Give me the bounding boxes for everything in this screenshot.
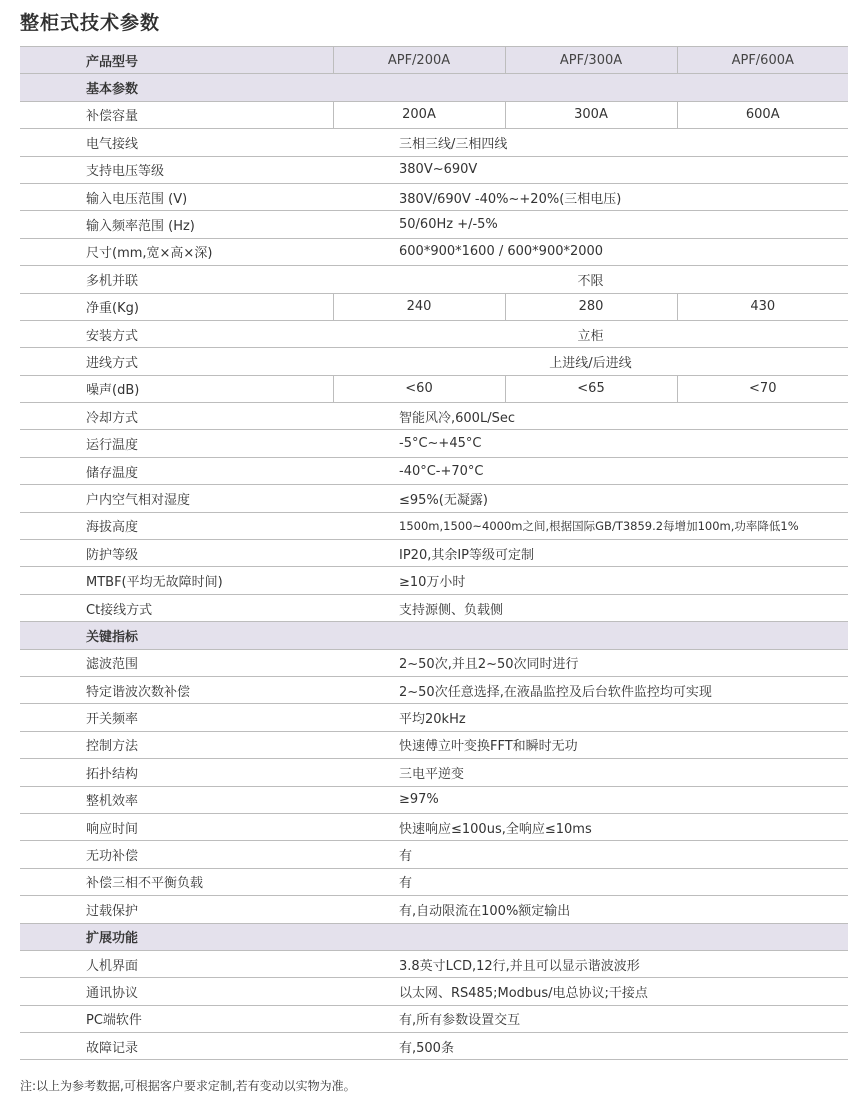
table-row <box>20 1005 848 1032</box>
row-label: 进线方式 <box>20 348 333 375</box>
table-row <box>20 731 848 758</box>
row-value: 200A <box>333 101 505 128</box>
row-value: 1500m,1500~4000m之间,根据国际GB/T3859.2每增加100m,功率降低1% <box>333 512 848 539</box>
section-basic-label: 基本参数 <box>20 74 848 101</box>
table-row <box>20 348 848 375</box>
row-value: 有,所有参数设置交互 <box>333 1005 848 1032</box>
model-200a: APF/200A <box>333 47 505 74</box>
row-label: 防护等级 <box>20 540 333 567</box>
row-value: <60 <box>333 375 505 402</box>
table-row <box>20 183 848 210</box>
row-value: 上进线/后进线 <box>333 348 848 375</box>
table-row <box>20 950 848 977</box>
row-value: 快速响应≤100us,全响应≤10ms <box>333 813 848 840</box>
row-value: <65 <box>505 375 677 402</box>
row-value: IP20,其余IP等级可定制 <box>333 540 848 567</box>
table-row <box>20 375 848 402</box>
table-row <box>20 594 848 621</box>
row-label: 补偿容量 <box>20 101 333 128</box>
table-row <box>20 211 848 238</box>
row-label: 开关频率 <box>20 704 333 731</box>
section-key <box>20 622 848 649</box>
row-label: 故障记录 <box>20 1033 333 1060</box>
row-label: PC端软件 <box>20 1005 333 1032</box>
table-row <box>20 512 848 539</box>
table-row <box>20 841 848 868</box>
table-row <box>20 704 848 731</box>
row-value: <70 <box>677 375 848 402</box>
row-label: 电气接线 <box>20 129 333 156</box>
table-row <box>20 759 848 786</box>
section-key-label: 关键指标 <box>20 622 848 649</box>
row-value: 三电平逆变 <box>333 759 848 786</box>
row-value: 3.8英寸LCD,12行,并且可以显示谐波波形 <box>333 950 848 977</box>
row-value: 有 <box>333 841 848 868</box>
row-label: 整机效率 <box>20 786 333 813</box>
row-label: 储存温度 <box>20 457 333 484</box>
table-row <box>20 868 848 895</box>
row-label: 尺寸(mm,宽×高×深) <box>20 238 333 265</box>
table-row <box>20 676 848 703</box>
row-label: 补偿三相不平衡负载 <box>20 868 333 895</box>
row-value: 以太网、RS485;Modbus/电总协议;干接点 <box>333 978 848 1005</box>
row-value: -5°C~+45°C <box>333 430 848 457</box>
row-value: 600A <box>677 101 848 128</box>
row-label: 运行温度 <box>20 430 333 457</box>
row-value: 有,500条 <box>333 1033 848 1060</box>
table-row <box>20 649 848 676</box>
row-label: 特定谐波次数补偿 <box>20 676 333 703</box>
row-value: 有 <box>333 868 848 895</box>
row-value: -40°C-+70°C <box>333 457 848 484</box>
table-row <box>20 1033 848 1060</box>
row-label: Ct接线方式 <box>20 594 333 621</box>
row-label: 海拔高度 <box>20 512 333 539</box>
footnote: 注:以上为参考数据,可根据客户要求定制,若有变动以实物为准。 <box>20 1079 356 1093</box>
section-ext-label: 扩展功能 <box>20 923 848 950</box>
row-value: 有,自动限流在100%额定输出 <box>333 896 848 923</box>
row-value: 快速傅立叶变换FFT和瞬时无功 <box>333 731 848 758</box>
row-label: 通讯协议 <box>20 978 333 1005</box>
row-value: 600*900*1600 / 600*900*2000 <box>333 238 848 265</box>
row-label: 安装方式 <box>20 320 333 347</box>
row-value: 立柜 <box>333 320 848 347</box>
row-label: 响应时间 <box>20 813 333 840</box>
row-label: MTBF(平均无故障时间) <box>20 567 333 594</box>
model-600a: APF/600A <box>677 47 848 74</box>
row-label: 控制方法 <box>20 731 333 758</box>
table-row <box>20 457 848 484</box>
row-value: 智能风冷,600L/Sec <box>333 403 848 430</box>
row-label: 净重(Kg) <box>20 293 333 320</box>
row-value: 300A <box>505 101 677 128</box>
row-label: 滤波范围 <box>20 649 333 676</box>
row-label: 无功补偿 <box>20 841 333 868</box>
row-value: 240 <box>333 293 505 320</box>
section-ext <box>20 923 848 950</box>
table-row <box>20 101 848 128</box>
row-label: 输入电压范围 (V) <box>20 183 333 210</box>
page-title: 整柜式技术参数 <box>20 12 161 34</box>
row-value: ≤95%(无凝露) <box>333 485 848 512</box>
table-row <box>20 293 848 320</box>
table-row <box>20 786 848 813</box>
table-row <box>20 896 848 923</box>
table-row <box>20 156 848 183</box>
section-basic <box>20 74 848 101</box>
table-row <box>20 266 848 293</box>
row-label: 多机并联 <box>20 266 333 293</box>
row-label: 冷却方式 <box>20 403 333 430</box>
row-value: 50/60Hz +/-5% <box>333 211 848 238</box>
row-label: 支持电压等级 <box>20 156 333 183</box>
row-value: 三相三线/三相四线 <box>333 129 848 156</box>
table-row <box>20 320 848 347</box>
row-label: 户内空气相对湿度 <box>20 485 333 512</box>
row-value: ≥10万小时 <box>333 567 848 594</box>
table-row <box>20 567 848 594</box>
row-value: 2~50次,并且2~50次同时进行 <box>333 649 848 676</box>
row-value: 不限 <box>333 266 848 293</box>
row-value: 380V/690V -40%~+20%(三相电压) <box>333 183 848 210</box>
table-row <box>20 813 848 840</box>
row-value: 2~50次任意选择,在液晶监控及后台软件监控均可实现 <box>333 676 848 703</box>
table-row <box>20 540 848 567</box>
table-row <box>20 403 848 430</box>
row-value: 平均20kHz <box>333 704 848 731</box>
table-row <box>20 485 848 512</box>
table-row <box>20 978 848 1005</box>
table-row <box>20 430 848 457</box>
row-value: 280 <box>505 293 677 320</box>
row-label: 噪声(dB) <box>20 375 333 402</box>
model-300a: APF/300A <box>505 47 677 74</box>
table-header-row <box>20 47 848 74</box>
row-value: ≥97% <box>333 786 848 813</box>
table-row <box>20 129 848 156</box>
row-value: 430 <box>677 293 848 320</box>
row-value: 380V~690V <box>333 156 848 183</box>
spec-table <box>20 46 848 1060</box>
table-row <box>20 238 848 265</box>
row-label: 输入频率范围 (Hz) <box>20 211 333 238</box>
row-label: 人机界面 <box>20 950 333 977</box>
row-label: 过载保护 <box>20 896 333 923</box>
row-value: 支持源侧、负载侧 <box>333 594 848 621</box>
model-label: 产品型号 <box>20 47 333 74</box>
row-label: 拓扑结构 <box>20 759 333 786</box>
